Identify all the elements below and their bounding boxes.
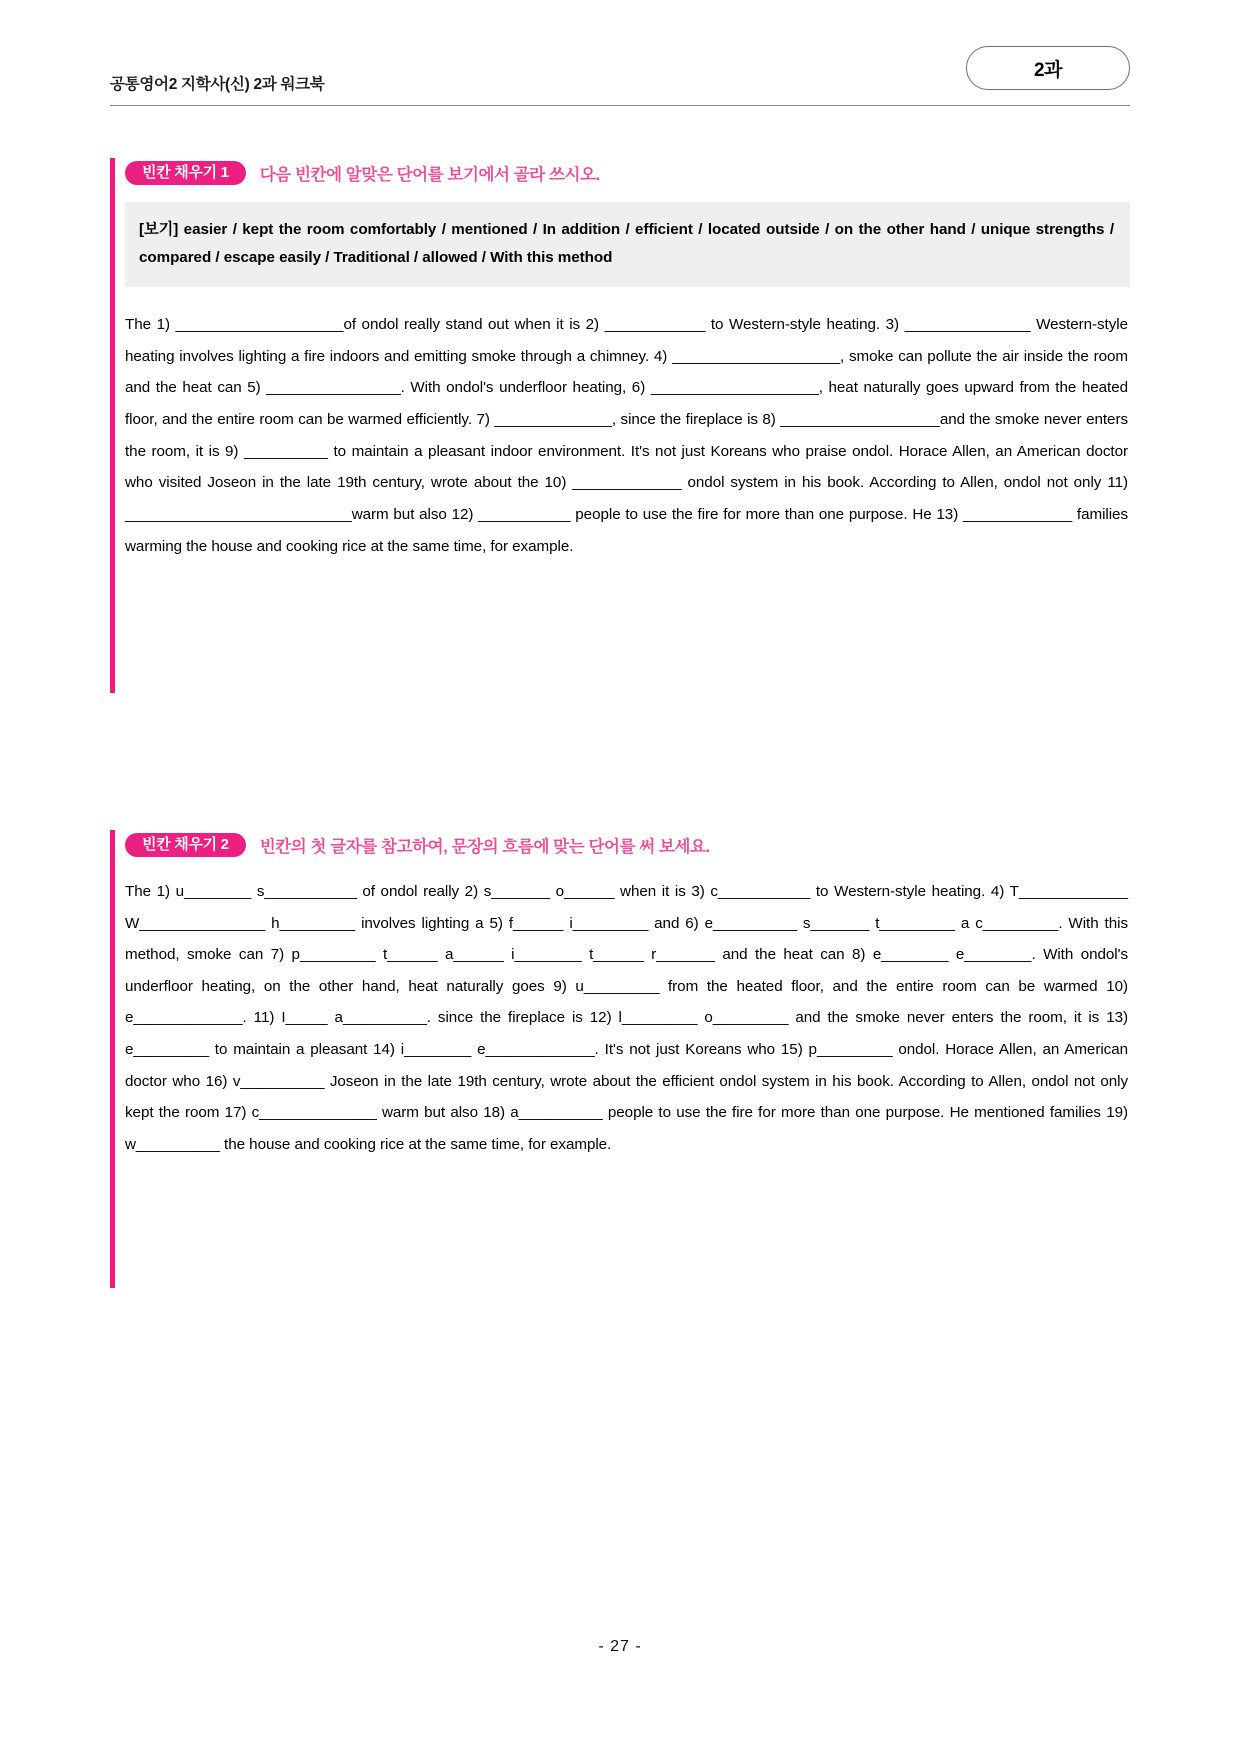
section-accent-bar [110, 830, 115, 1288]
page-footer [0, 1638, 1240, 1656]
section-chip-2: 빈칸 채우기 2 [125, 833, 246, 857]
section-title-2: 빈칸의 첫 글자를 참고하여, 문장의 흐름에 맞는 단어를 써 보세요. [259, 838, 710, 856]
section-title-1: 다음 빈칸에 알맞은 단어를 보기에서 골라 쓰시오. [259, 166, 600, 184]
page-number: - 27 - [598, 1638, 642, 1655]
section-fill-in-the-blank-1 [110, 158, 1130, 693]
passage-text-2[interactable]: The 1) u________ s___________ of ondol really 2) s_______ o______ when it is 3) c___________ to Western-style heating. 4) T_____________ W_______________ h_________ involves lighting a 5) f______ i_________ and 6) e__________ s_______ t_________ a c_________. With this method, smoke can 7) p_________ t______ a______ i________ t______ r_______ and the heat can 8) e________ e________. With ondol's underfloor heating, on the other hand, heat naturally goes 9) u_________ from the heated floor, and the entire room can be warmed 10) e_____________. 11) I_____ a__________. since the fireplace is 12) l_________ o_________ and the smoke never enters the room, it is 13) e_________ to maintain a pleasant 14) i________ e_____________. It's not just Koreans who 15) p_________ ondol. Horace Allen, an American doctor who 16) v__________ Joseon in the late 19th century, wrote about the efficient ondol system in his book. According to Allen, ondol not only kept the room 17) c______________ warm but also 18) a__________ people to use the fire for more than one purpose. He mentioned families 19) w__________ the house and cooking rice at the same time, for example. [125, 883, 1128, 1153]
book-title: 공통영어2 지학사(신) 2과 워크북 [110, 76, 325, 93]
unit-badge: 2과 [966, 46, 1130, 90]
section-header [125, 158, 1130, 188]
section-chip-1: 빈칸 채우기 1 [125, 161, 246, 185]
passage-text-1[interactable]: The 1) ____________________of ondol really stand out when it is 2) ____________ to Western-style heating. 3) _______________ Western-style heating involves lighting a fire indoors and emitting smoke through a chimney. 4) ____________________, smoke can pollute the air inside the room and the heat can 5) ________________. With ondol's underfloor heating, 6) ____________________, heat naturally goes upward from the heated floor, and the entire room can be warmed efficiently. 7) ______________, since the fireplace is 8) ___________________and the smoke never enters the room, it is 9) __________ to maintain a pleasant indoor environment. It's not just Koreans who praise ondol. Horace Allen, an American doctor who visited Joseon in the late 19th century, wrote about the 10) _____________ ondol system in his book. According to Allen, ondol not only 11) ___________________________warm but also 12) ___________ people to use the fire for more than one purpose. He 13) _____________ families warming the house and cooking rice at the same time, for example. [125, 316, 1128, 555]
page-header [110, 52, 1130, 108]
word-bank-box-1: [보기] easier / kept the room comfortably / mentioned / In addition / efficient / located outside / on the other hand / unique strengths / compared / escape easily / Traditional / allowed / With this method [125, 202, 1130, 287]
section-fill-in-the-blank-2 [110, 830, 1130, 1288]
section-header [125, 830, 1130, 860]
header-divider [110, 105, 1130, 106]
section-accent-bar [110, 158, 115, 693]
